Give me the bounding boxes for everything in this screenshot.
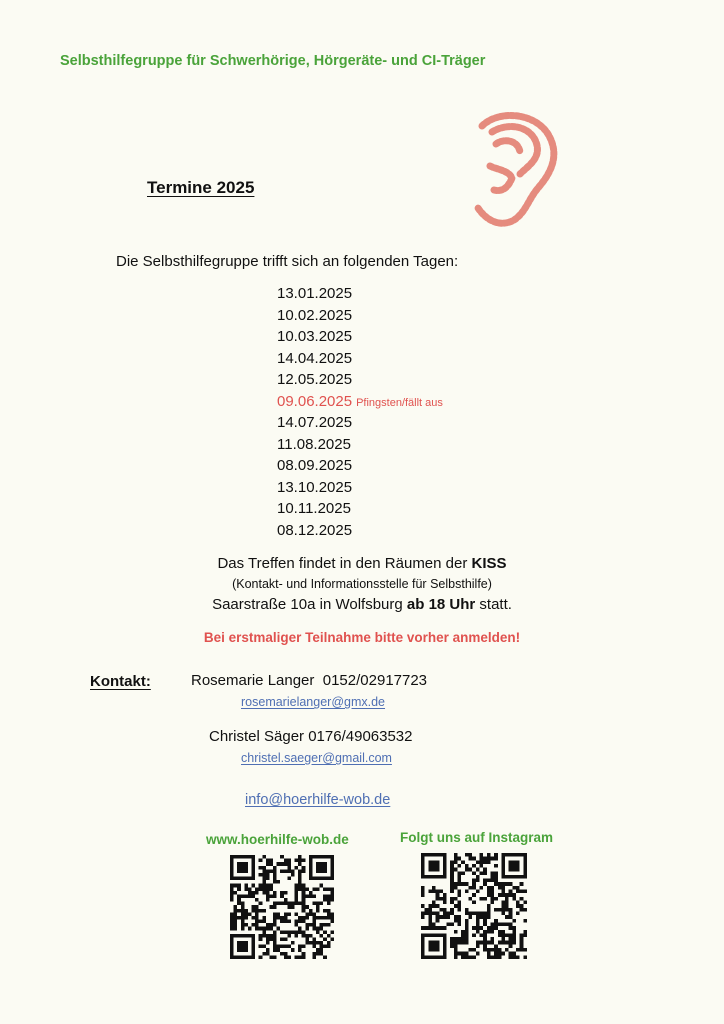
date-item <box>277 412 443 434</box>
date-value: 14.04.2025 <box>277 349 353 367</box>
date-item <box>277 498 443 520</box>
ear-icon <box>468 108 560 228</box>
date-value: 10.03.2025 <box>277 328 353 345</box>
date-list <box>277 283 443 541</box>
date-value: 08.12.2025 <box>277 521 353 539</box>
instagram-label: Folgt uns auf Instagram <box>400 830 554 845</box>
contact-email-2[interactable]: christel.saeger@gmail.com <box>241 751 392 765</box>
instagram-qr-code[interactable] <box>421 853 527 959</box>
venue-name: KISS <box>471 555 507 572</box>
date-value: 13.10.2025 <box>277 478 353 496</box>
date-value: 12.05.2025 <box>277 371 353 388</box>
date-item <box>277 305 443 327</box>
date-item <box>277 477 443 499</box>
date-value: 08.09.2025 <box>277 457 353 474</box>
venue-address: Saarstraße 10a in Wolfsburg <box>212 596 407 613</box>
date-value: 14.07.2025 <box>277 414 353 431</box>
page-title: Termine 2025 <box>147 178 255 197</box>
date-value: 10.02.2025 <box>277 306 353 324</box>
date-item <box>277 455 443 477</box>
date-item <box>277 283 443 305</box>
contact-email-1[interactable]: rosemarielanger@gmx.de <box>241 695 386 709</box>
date-item <box>277 434 443 456</box>
venue-time: ab 18 Uhr <box>406 596 476 613</box>
venue-line-3 <box>0 596 724 613</box>
venue-text: Das Treffen findet in den Räumen der <box>217 555 472 572</box>
date-value: 10.11.2025 <box>277 500 351 517</box>
general-email-link[interactable]: info@hoerhilfe-wob.de <box>245 792 391 808</box>
contact-phone: 0152/02917723 <box>322 672 428 689</box>
contact-person-1 <box>191 672 427 689</box>
website-link[interactable]: www.hoerhilfe-wob.de <box>206 832 349 847</box>
date-item <box>277 348 443 370</box>
contact-name: Christel Säger <box>209 728 305 745</box>
contact-name: Rosemarie Langer <box>191 672 315 689</box>
contact-label: Kontakt: <box>90 673 151 690</box>
date-item <box>277 520 443 542</box>
contact-person-2 <box>209 728 413 745</box>
date-item <box>277 326 443 348</box>
website-qr-code[interactable] <box>230 855 334 959</box>
intro-text: Die Selbsthilfegruppe trifft sich an folgenden Tagen: <box>116 253 459 270</box>
date-value: 09.06.2025 <box>277 392 353 410</box>
date-item-cancelled <box>277 391 443 413</box>
date-value: 13.01.2025 <box>277 285 353 302</box>
registration-note: Bei erstmaliger Teilnahme bitte vorher anmelden! <box>203 630 521 645</box>
venue-end: statt. <box>475 596 512 613</box>
cancellation-note: Pfingsten/fällt aus <box>356 396 443 409</box>
organization-title: Selbsthilfegruppe für Schwerhörige, Hörgeräte- und CI-Träger <box>60 53 486 69</box>
contact-phone: 0176/49063532 <box>308 728 413 745</box>
date-value: 11.08.2025 <box>277 435 351 453</box>
venue-line-2: (Kontakt- und Informationsstelle für Selbsthilfe) <box>232 577 492 591</box>
date-item <box>277 369 443 391</box>
venue-line-1 <box>0 555 724 572</box>
